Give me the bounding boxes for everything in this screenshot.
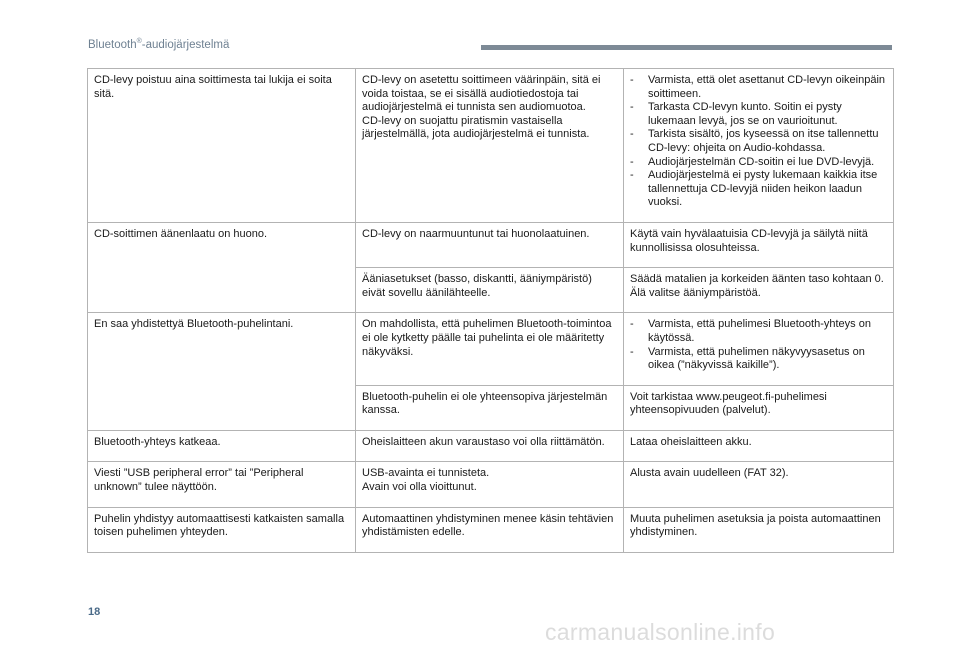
cause-cell: CD-levy on asetettu soittimeen väärinpäin, sitä ei voida toistaa, se ei sisällä audiotiedostoja tai audiojärjestelmä ei tunnista sen audiomuotoa. CD-levy on suojattu piratismin vastaisella järjestelmällä, jota audiojärjestelmä ei tunnista. [356,69,624,223]
troubleshooting-table [87,68,894,553]
table-row [88,507,894,552]
watermark-text: carmanualsonline.info [545,619,776,645]
solution-cell: Lataa oheislaitteen akku. [624,430,894,462]
cause-cell: Automaattinen yhdistyminen menee käsin tehtävien yhdistämisten edelle. [356,507,624,552]
section-title-main: Bluetooth [88,38,137,51]
problem-cell: Puhelin yhdistyy automaattisesti katkaisten samalla toisen puhelimen yhteyden. [88,507,356,552]
problem-cell: CD-levy poistuu aina soittimesta tai lukija ei soita sitä. [88,69,356,223]
cause-cell: USB-avainta ei tunnisteta. Avain voi olla vioittunut. [356,462,624,507]
solution-cell: Käytä vain hyvälaatuisia CD-levyjä ja säilytä niitä kunnollisissa olosuhteissa. [624,222,894,267]
list-item: - Audiojärjestelmä ei pysty lukemaan kaikkia itse tallennettuja CD-levyjä niiden heikon laadun vuoksi. [630,169,887,210]
solution-cell: Säädä matalien ja korkeiden äänten taso kohtaan 0. Älä valitse ääniympäristöä. [624,268,894,313]
solution-cell: Alusta avain uudelleen (FAT 32). [624,462,894,507]
solution-cell: Muuta puhelimen asetuksia ja poista automaattinen yhdistyminen. [624,507,894,552]
table-row [88,462,894,507]
solution-list [630,74,887,210]
header-bar [481,45,892,50]
problem-cell: Bluetooth-yhteys katkeaa. [88,430,356,462]
list-item: - Varmista, että olet asettanut CD-levyn oikeinpäin soittimeen. [630,74,887,101]
list-item: - Audiojärjestelmän CD-soitin ei lue DVD-levyjä. [630,156,887,170]
list-item: - Varmista, että puhelimen näkyvyysasetus on oikea (”näkyvissä kaikille”). [630,346,887,373]
table-row [88,313,894,385]
registered-mark: ® [136,38,142,45]
cause-cell: Bluetooth-puhelin ei ole yhteensopiva järjestelmän kanssa. [356,385,624,430]
table-row [88,69,894,223]
solution-cell [624,313,894,385]
cause-cell: Ääniasetukset (basso, diskantti, ääniympäristö) eivät sovellu äänilähteelle. [356,268,624,313]
solution-list [630,318,887,372]
solution-cell [624,69,894,223]
section-title [88,38,229,51]
problem-cell: Viesti ”USB peripheral error” tai ”Peripheral unknown” tulee näyttöön. [88,462,356,507]
table-row [88,430,894,462]
solution-cell: Voit tarkistaa www.peugeot.fi-puhelimesi yhteensopivuuden (palvelut). [624,385,894,430]
cause-cell: Oheislaitteen akun varaustaso voi olla riittämätön. [356,430,624,462]
problem-cell: CD-soittimen äänenlaatu on huono. [88,222,356,312]
cause-cell: On mahdollista, että puhelimen Bluetooth-toimintoa ei ole kytketty päälle tai puhelinta ei ole määritetty näkyväksi. [356,313,624,385]
list-item: - Varmista, että puhelimesi Bluetooth-yhteys on käytössä. [630,318,887,345]
page-number: 18 [88,606,101,618]
cause-cell: CD-levy on naarmuuntunut tai huonolaatuinen. [356,222,624,267]
list-item: - Tarkasta CD-levyn kunto. Soitin ei pysty lukemaan levyä, jos se on vaurioitunut. [630,101,887,128]
problem-cell: En saa yhdistettyä Bluetooth-puhelintani. [88,313,356,431]
list-item: - Tarkista sisältö, jos kyseessä on itse tallennettu CD-levy: ohjeita on Audio-kohdassa. [630,128,887,155]
table-row [88,222,894,267]
section-title-rest: -audiojärjestelmä [141,38,230,51]
